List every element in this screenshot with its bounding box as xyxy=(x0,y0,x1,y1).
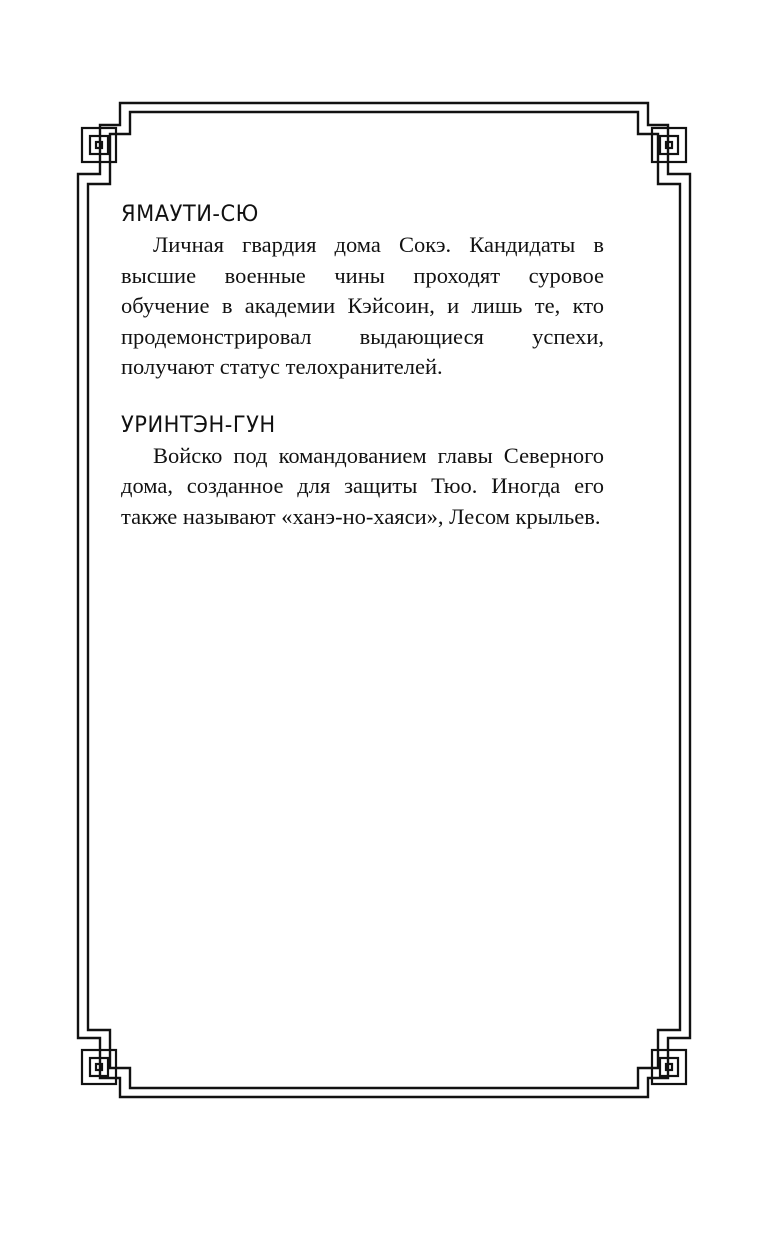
entry-title: ЯМАУТИ-СЮ xyxy=(121,201,259,227)
glossary-content xyxy=(121,198,604,532)
glossary-entry xyxy=(121,409,604,533)
entry-body: Войско под командованием главы Северного дома, созданное для защиты Тюо. Иногда его также называют «ханэ-но-хаяси», Лесом крыльев. xyxy=(121,442,604,529)
entry-body: Личная гвардия дома Сокэ. Кандидаты в высшие военные чины проходят суровое обучение в академии Кэйсоин, и лишь те, кто продемонстрировал выдающиеся успехи, получают статус телохранителей. xyxy=(121,232,604,379)
entry-title: УРИНТЭН-ГУН xyxy=(121,411,276,437)
glossary-entry xyxy=(121,198,604,383)
